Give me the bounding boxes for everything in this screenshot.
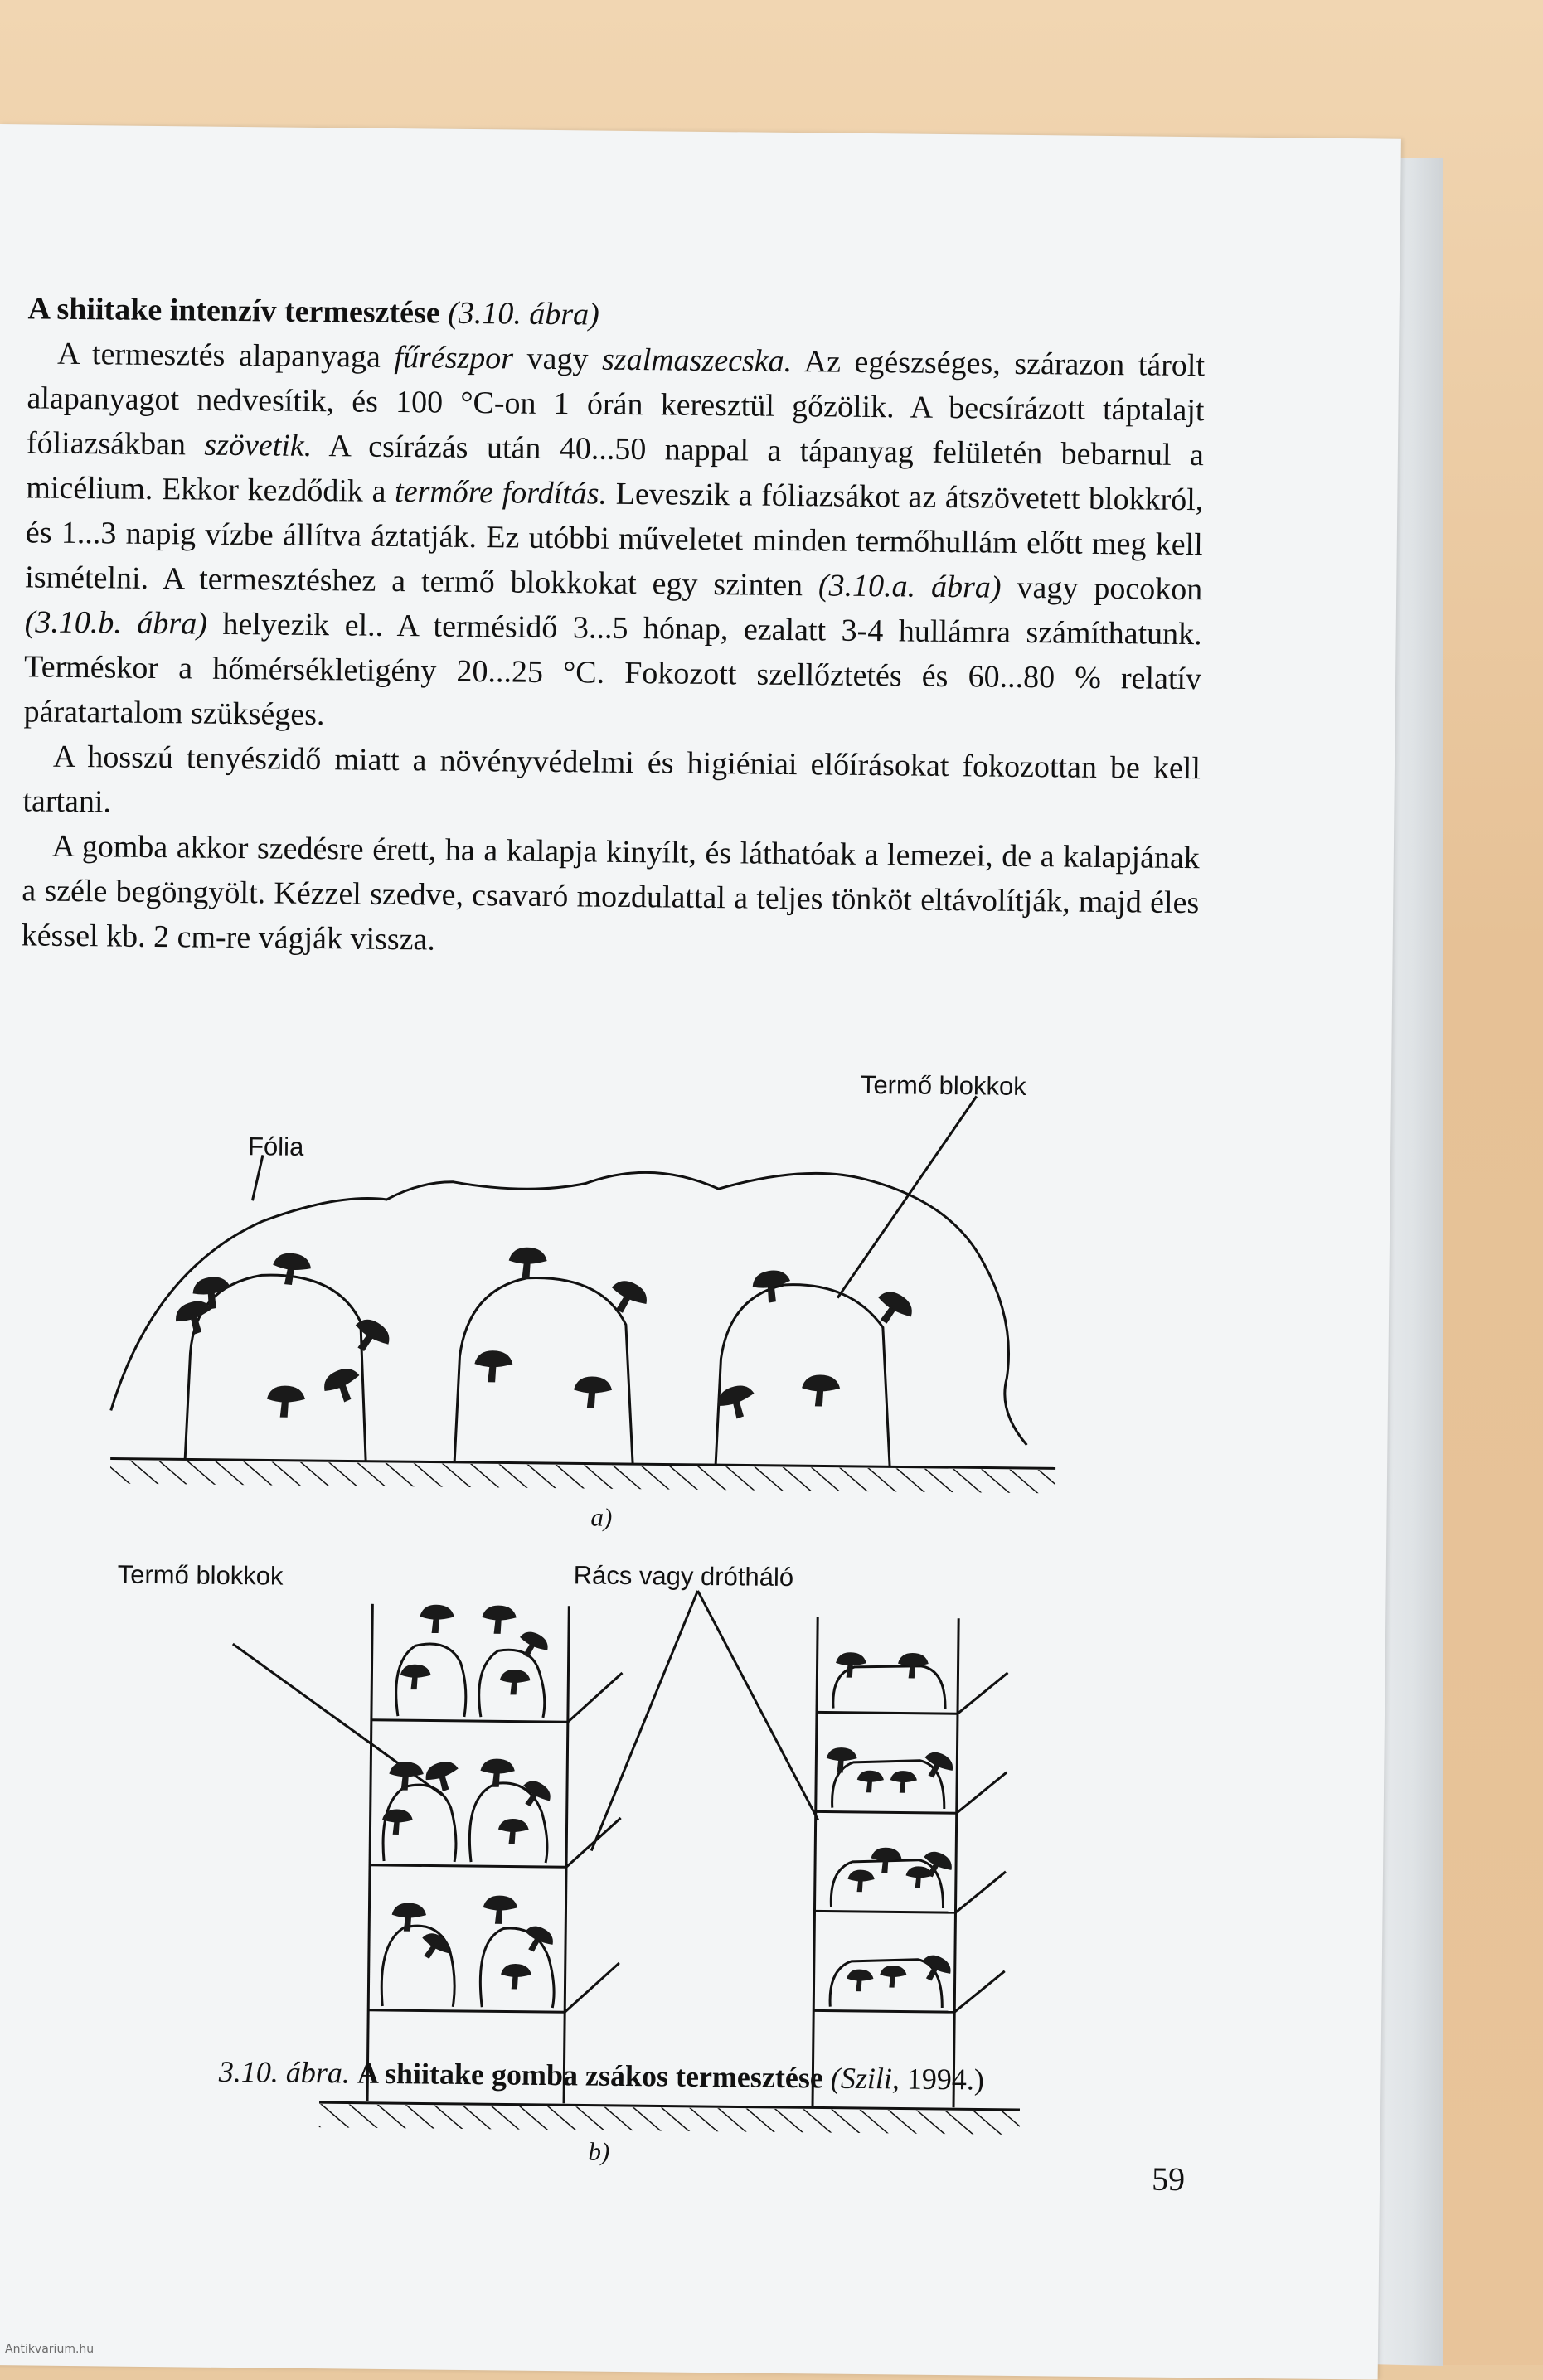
text-run: A csírázás után 40...50 nappal a tápanyag felületén bebarnul a micélium. Ekkor kezdődik a [26,428,1205,510]
label-folia: Fólia [247,1132,304,1161]
book-page [0,124,1401,2380]
heading-title: A shiitake intenzív termesztése [27,291,440,331]
label-termo-blokkok-b: Termő blokkok [117,1559,284,1591]
caption-number: 3.10. ábra. [218,2054,351,2090]
caption-source: (Szili, [830,2061,900,2096]
grid-pointer-1 [591,1590,697,1852]
mushrooms-a [170,1243,918,1425]
block-2 [454,1277,634,1464]
block-3 [716,1284,891,1467]
italic-term: (3.10.b. ábra) [24,604,208,642]
italic-term: szalmaszecska. [601,342,793,380]
italic-term: szövetik. [204,427,313,463]
text-run: vagy pocokon [1001,570,1203,608]
heading-figure-ref: (3.10. ábra) [447,295,600,332]
label-sub-a: a) [590,1502,613,1532]
italic-term: (3.10.a. ábra) [818,568,1002,605]
caption-title: A shiitake gomba zsákos termesztése [357,2056,824,2095]
paragraph-hygiene: A hosszú tenyészidő miatt a növényvédelmi és higiéniai előírásokat fokozottan be kell tartani. [22,739,1201,820]
text-run: Leveszik a fóliazsákot az átszövetett blokkról, és 1...3 napig vízbe állítva áztatják. Ez utóbbi műveletet minden termőhullám előtt meg kell ismételni. A termesztéshez a termő blokkokat egy szinten [25,476,1204,603]
label-termo-blokkok-a: Termő blokkok [860,1069,1026,1102]
watermark: Antikvarium.hu [5,2343,95,2356]
figure-3-10 [0,124,1401,2380]
ground-hatch-a [110,1460,1055,1493]
text-run: helyezik el.. A termésidő 3...5 hónap, ezalatt 3-4 hullámra számíthatunk. Terméskor a hőmérsékletigény 20...25 °C. Fokozott szellőztetés és 60...80 % relatív páratartalom szükséges. [23,606,1202,733]
foil-pointer [252,1155,263,1200]
label-sub-b: b) [588,2136,610,2166]
label-racs-vagy-drothalo: Rács vagy drótháló [573,1560,794,1592]
text-run: A termesztés alapanyaga [56,336,395,375]
text-run: vagy [512,341,603,377]
grid-pointer-2 [696,1591,821,1820]
caption-year: 1994.) [906,2062,985,2096]
page-number: 59 [1151,2159,1186,2198]
paragraph-harvest: A gomba akkor szedésre érett, ha a kalapja kinyílt, és láthatóak a lemezei, de a kalapjának a széle begöngyölt. Kézzel szedve, csavaró mozdulattal a teljes tönköt eltávolítják, majd éles késsel kb. 2 cm-re vágják vissza. [21,828,1201,957]
italic-term: termőre fordítás. [394,474,608,511]
text-run: Az egészséges, szárazon tárolt alapanyagot nedvesítik, és 100 °C-on 1 órán keresztül gőzölik. A becsírázott táptalajt fóliazsákban [26,344,1206,463]
italic-term: fűrészpor [394,339,514,376]
blocks-pointer-a [837,1095,977,1300]
